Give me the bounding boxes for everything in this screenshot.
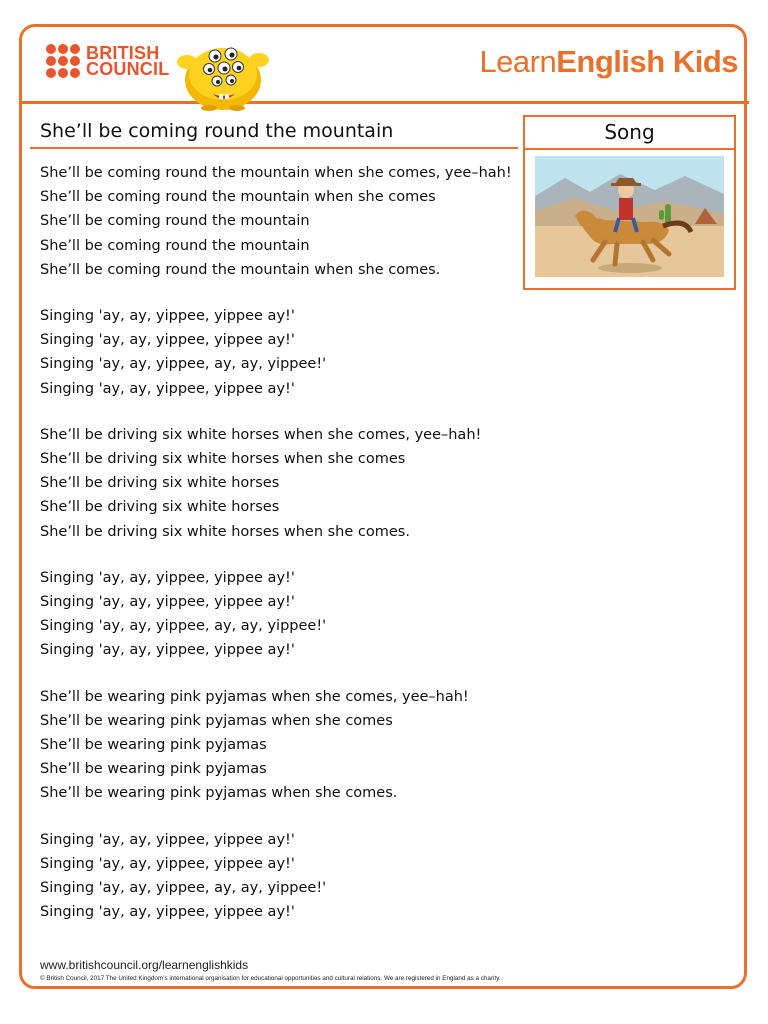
lyric-line: She’ll be driving six white horses when she comes, yee–hah!	[40, 426, 482, 443]
cowgirl-horse-illustration	[535, 156, 724, 277]
lyric-line: She’ll be wearing pink pyjamas	[40, 761, 267, 778]
learnenglish-kids-logo[interactable]	[479, 44, 738, 80]
lyric-line: Singing 'ay, ay, yippee, yippee ay!'	[40, 642, 295, 659]
lyric-line: Singing 'ay, ay, yippee, yippee ay!'	[40, 831, 295, 848]
british-council-dots-icon	[46, 44, 80, 78]
british-council-line1: BRITISH	[86, 43, 160, 63]
lyric-line: She’ll be wearing pink pyjamas when she comes.	[40, 785, 398, 802]
lyric-line: Singing 'ay, ay, yippee, ay, ay, yippee!'	[40, 880, 327, 897]
lyric-line: Singing 'ay, ay, yippee, yippee ay!'	[40, 594, 295, 611]
lyric-line: She’ll be wearing pink pyjamas	[40, 737, 267, 754]
illustration-box	[523, 148, 736, 290]
lyric-line: Singing 'ay, ay, yippee, yippee ay!'	[40, 904, 295, 921]
british-council-logo[interactable]	[46, 44, 169, 78]
lyric-line: She’ll be coming round the mountain when she comes, yee–hah!	[40, 165, 512, 181]
stanza	[40, 304, 520, 401]
type-label-box	[523, 115, 736, 150]
footer-url-link[interactable]: www.britishcouncil.org/learnenglishkids	[40, 958, 249, 972]
lyric-line: She’ll be driving six white horses	[40, 499, 280, 516]
brand-english: English	[556, 44, 665, 79]
lyric-line: She’ll be driving six white horses	[40, 475, 280, 492]
lyric-line: She’ll be driving six white horses when she comes	[40, 451, 406, 468]
song-lyrics	[40, 161, 520, 946]
lyric-line: Singing 'ay, ay, yippee, yippee ay!'	[40, 380, 295, 397]
lyric-line: She’ll be driving six white horses when she comes.	[40, 523, 410, 540]
lyric-line: She’ll be coming round the mountain when she comes	[40, 189, 436, 206]
stanza	[40, 566, 520, 663]
lyric-line: Singing 'ay, ay, yippee, ay, ay, yippee!'	[40, 618, 327, 635]
lyric-line: Singing 'ay, ay, yippee, yippee ay!'	[40, 308, 295, 325]
lyric-line: Singing 'ay, ay, yippee, yippee ay!'	[40, 569, 295, 586]
lyric-line: Singing 'ay, ay, yippee, yippee ay!'	[40, 855, 295, 872]
type-label: Song	[604, 120, 655, 144]
lyric-line: She’ll be coming round the mountain	[40, 213, 310, 230]
stanza	[40, 423, 520, 544]
lyric-line: She’ll be coming round the mountain	[40, 237, 310, 254]
lyric-line: She’ll be coming round the mountain when she comes.	[40, 261, 441, 278]
lyric-line: Singing 'ay, ay, yippee, ay, ay, yippee!'	[40, 356, 327, 373]
lyric-line: She’ll be wearing pink pyjamas when she comes	[40, 712, 393, 729]
header-divider	[19, 101, 749, 104]
lyric-line: Singing 'ay, ay, yippee, yippee ay!'	[40, 332, 295, 349]
page-title: She’ll be coming round the mountain	[40, 120, 394, 142]
brand-learn: Learn	[479, 44, 557, 79]
brand-kids: Kids	[672, 44, 738, 79]
lyric-line: She’ll be wearing pink pyjamas when she comes, yee–hah!	[40, 688, 469, 705]
footer-legal: © British Council, 2017 The United Kingdom’s international organisation for educational opportunities and cultural relations. We are registered in England as a charity.	[40, 975, 501, 982]
yellow-monster-icon	[175, 34, 270, 112]
stanza	[40, 828, 520, 925]
title-underline	[30, 147, 518, 149]
british-council-line2: COUNCIL	[86, 59, 170, 79]
stanza	[40, 685, 520, 806]
stanza	[40, 161, 520, 282]
